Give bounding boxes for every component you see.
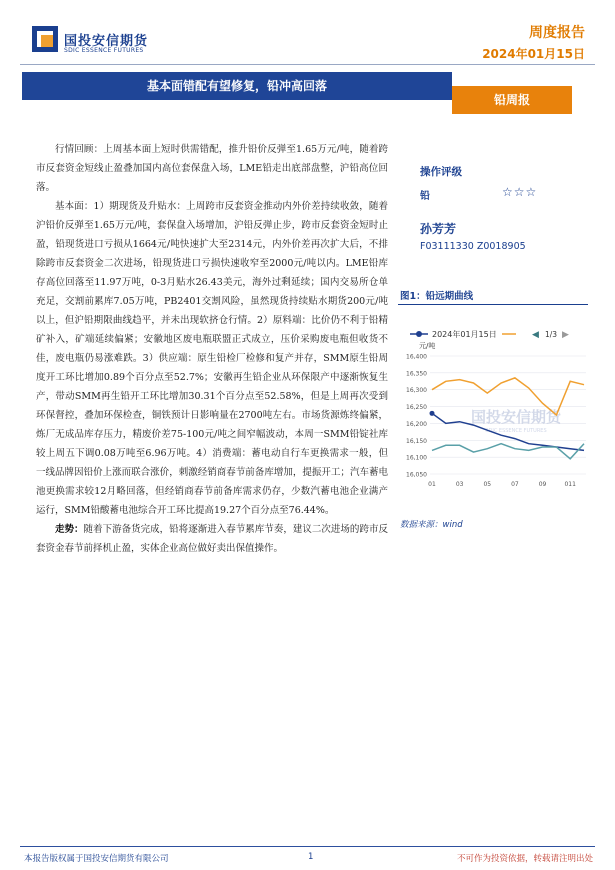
- headline: 基本面错配有望修复，铅冲高回落: [22, 72, 452, 100]
- figure-divider: [398, 304, 588, 305]
- x-tick-label: 01: [428, 481, 436, 488]
- y-tick-label: 16,150: [406, 437, 427, 445]
- brand-name-en: SDIC ESSENCE FUTURES: [64, 47, 144, 54]
- data-source: 数据来源：wind: [400, 520, 463, 530]
- y-tick-label: 16,400: [406, 353, 427, 361]
- legend-prev-arrow-icon: ◀: [532, 330, 539, 340]
- fundamentals-lead: 基本面：: [55, 201, 94, 212]
- sector-tag: 铅周报: [452, 86, 572, 114]
- y-tick-label: 16,050: [406, 471, 427, 479]
- forward-curve-chart: [398, 318, 598, 498]
- sdic-logo-icon: [32, 26, 58, 52]
- legend-page: 1/3: [545, 330, 558, 339]
- x-tick-label: 03: [455, 481, 464, 488]
- analyst-name: 孙芳芳: [420, 222, 457, 236]
- legend-next-arrow-icon: ▶: [562, 330, 569, 340]
- legend-marker-current: [416, 331, 422, 337]
- outlook-text: 随着下游备货完成，铅将逐渐进入春节累库节奏，建议二次进场的跨市反套资金春节前择机止盈，实体企业高位做好卖出保值操作。: [36, 524, 388, 554]
- x-tick-label: 05: [483, 481, 492, 488]
- x-tick-label: 09: [538, 481, 547, 488]
- y-tick-label: 16,100: [406, 454, 427, 462]
- chart-svg: [398, 318, 598, 498]
- rating-title: 操作评级: [420, 166, 462, 178]
- header-divider: [20, 64, 595, 65]
- x-tick-label: 07: [511, 481, 519, 488]
- disclaimer: 不可作为投资依据，转载请注明出处: [456, 854, 593, 864]
- figure-title: 图1：铅远期曲线: [400, 291, 474, 302]
- series-current-start-point: [430, 411, 435, 416]
- outlook-paragraph: [36, 520, 388, 558]
- y-tick-label: 16,350: [406, 370, 427, 378]
- y-tick-label: 16,200: [406, 420, 427, 428]
- market-review-paragraph: 行情回顾：上周基本面上短时供需错配，推升铅价反弹至1.65万元/吨，随着跨市反套资金短线止盈叠加国内高位套保盘入场，LME铅走出底部盘整，沪铅高位回落。: [36, 144, 388, 193]
- y-tick-label: 16,300: [406, 387, 427, 395]
- page-number: 1: [308, 852, 314, 862]
- copyright-notice: 本报告版权属于国投安信期货有限公司: [24, 854, 169, 864]
- series-line-teal: [432, 444, 584, 459]
- watermark-subtext: SDIC ESSENCE FUTURES: [485, 428, 547, 434]
- report-body: [36, 140, 388, 558]
- report-date: 2024年01月15日: [482, 47, 585, 61]
- report-type: 周度报告: [529, 25, 585, 41]
- x-tick-label: 011: [564, 481, 576, 488]
- brand-name-cn: 国投安信期货: [64, 34, 149, 49]
- y-unit-label: 元/吨: [419, 342, 436, 350]
- analyst-certificates: F03111330 Z0018905: [420, 241, 526, 252]
- rating-commodity: 铅: [420, 191, 430, 202]
- legend-label-current: 2024年01月15日: [432, 330, 497, 339]
- rating-stars: ☆☆☆: [502, 185, 538, 199]
- fundamentals-text: 1）期现货及升贴水：上周跨市反套资金推动内外价差持续收敛，随着沪铅价反弹至1.65万元/吨，套保盘入场增加，沪铅反弹止步，跨市反套资金短时止盈，铅现货进口亏损从1664元/吨快速扩大至2314元，内外价差再次扩大后，不排除跨市反套资金二次进场，铅现货进口亏损快速收窄至2000元/吨以内。LME铅库存高位回落至11.97万吨，0-3月贴水26.43美元，海外过剩延续；国内交易所仓单充足，交割前累库7.05万吨，PB2401交割风险，虽然现货持续贴水期货200元/吨以上，但沪铅期限曲线趋平，并未出现软挤仓行情。2）原料端：比价仍不利于铅精矿补入，矿端延续偏紧；安徽地区废电瓶联盟正式成立，压价采购废电瓶但收货不佳，废电瓶仍易涨难跌。3）供应端：原生铅检厂检修和复产并存，SMM原生铅周度开工环比增加0.89个百分点至52.7%；安徽再生铅企业从环保限产中逐渐恢复生产，带动SMM再生铅开工环比增加30.31个百分点至52.58%，但是上周再次受到环保督控，叠加环保检查，铜铁预计日影响量在2700吨左右。市场货源炼终偏紧，炼厂无成品库存压力，精废价差75-100元/吨之间窄幅波动，本周一SMM铅锭社库较上周五下调0.08万吨至6.96万吨。4）消费端：蓄电动自行车更换需求一般，但一线品牌因铅价上涨而联合涨价，刺激经销商春节前备库增加，提振开工；汽车蓄电池更换需求较12月略回落，但经销商春节前备库需求仍存，少数汽蓄电池企业满产运行，SMM铅酸蓄电池综合开工环比提高19.27个百分点至76.44%。: [36, 201, 388, 516]
- y-tick-label: 16,250: [406, 404, 427, 412]
- fundamentals-paragraph: [36, 197, 388, 520]
- footer-divider: [20, 846, 595, 847]
- watermark-text: 国投安信期货: [470, 408, 562, 426]
- outlook-lead: 走势：: [55, 524, 84, 535]
